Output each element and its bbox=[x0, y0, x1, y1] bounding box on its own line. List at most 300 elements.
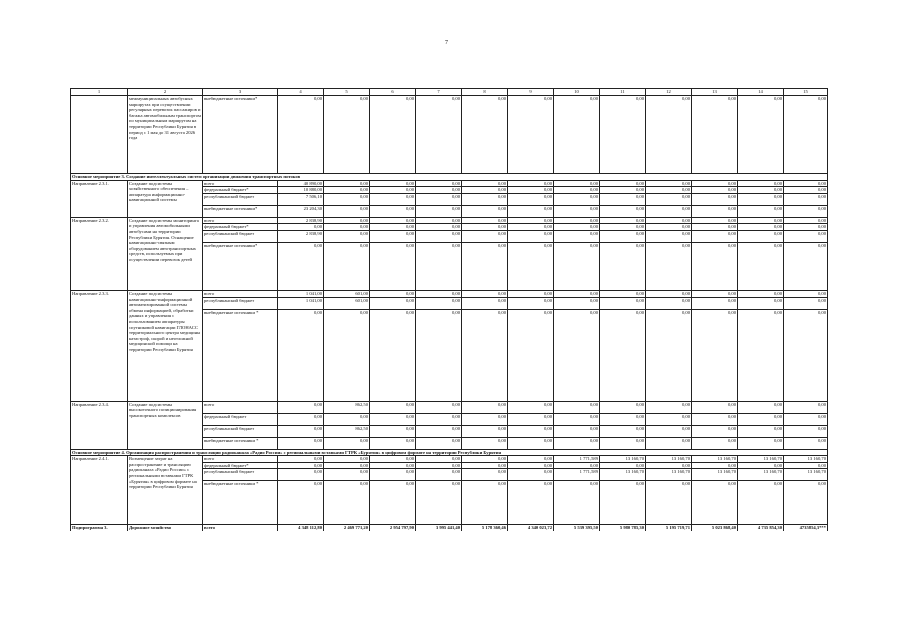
amount-cell: 0,00 bbox=[784, 187, 828, 194]
amount-cell: 0,00 bbox=[600, 193, 646, 205]
funding-source-cell: федеральный бюджет* bbox=[203, 187, 278, 194]
amount-cell: 0,00 bbox=[784, 217, 828, 224]
amount-cell: 0,00 bbox=[692, 437, 738, 449]
amount-cell: 0,00 bbox=[370, 230, 416, 242]
amount-cell: 0,00 bbox=[324, 180, 370, 187]
column-number-header: 11 bbox=[600, 89, 646, 96]
amount-cell: 0,00 bbox=[554, 413, 600, 425]
column-number-header: 12 bbox=[646, 89, 692, 96]
amount-cell: 2 954 797,90 bbox=[370, 525, 416, 531]
amount-cell: 0,00 bbox=[508, 224, 554, 231]
column-number-header: 4 bbox=[278, 89, 324, 96]
amount-cell: 0,00 bbox=[508, 469, 554, 481]
amount-cell: 0,00 bbox=[738, 401, 784, 413]
amount-cell: 0,00 bbox=[278, 469, 324, 481]
column-number-header: 5 bbox=[324, 89, 370, 96]
subprogram-code-cell: Подпрограмма 3. bbox=[71, 525, 128, 531]
amount-cell: 0,00 bbox=[738, 193, 784, 205]
amount-cell: 0,00 bbox=[600, 180, 646, 187]
amount-cell: 13 160,70 bbox=[646, 469, 692, 481]
amount-cell: 0,00 bbox=[646, 481, 692, 525]
amount-cell: 0,00 bbox=[784, 193, 828, 205]
direction-description-cell: Создание подсистемы навигационно-информационной автоматизированной системы обмена информацией, обработки данных и управления с использованием аппаратуры спутниковой навигации ГЛОНАСС территориального центра медицины катастроф, скорой и неотложной медицинской помощи на территории Республики Бурятия bbox=[128, 290, 203, 401]
amount-cell: 13 160,70 bbox=[784, 469, 828, 481]
amount-cell: 0,00 bbox=[600, 242, 646, 290]
amount-cell: 0,00 bbox=[508, 205, 554, 217]
subprogram-name-cell: Дорожное хозяйство bbox=[128, 525, 203, 531]
amount-cell: 0,00 bbox=[416, 413, 462, 425]
funding-source-cell: федеральный бюджет* bbox=[203, 462, 278, 469]
amount-cell: 0,00 bbox=[462, 205, 508, 217]
amount-cell: 0,00 bbox=[554, 309, 600, 401]
budget-table bbox=[70, 88, 828, 531]
column-number-header: 10 bbox=[554, 89, 600, 96]
amount-cell: 13 160,70 bbox=[738, 456, 784, 463]
amount-cell: 0,00 bbox=[784, 230, 828, 242]
amount-cell: 0,00 bbox=[370, 224, 416, 231]
amount-cell: 0,00 bbox=[416, 437, 462, 449]
amount-cell: 0,00 bbox=[278, 425, 324, 437]
amount-cell: 0,00 bbox=[370, 96, 416, 174]
funding-source-cell: всего bbox=[203, 180, 278, 187]
amount-cell: 862,50 bbox=[324, 401, 370, 413]
amount-cell: 0,00 bbox=[784, 290, 828, 297]
amount-cell: 0,00 bbox=[508, 309, 554, 401]
funding-source-cell: федеральный бюджет* bbox=[203, 224, 278, 231]
amount-cell: 0,00 bbox=[462, 425, 508, 437]
amount-cell: 0,00 bbox=[508, 462, 554, 469]
amount-cell: 0,00 bbox=[784, 205, 828, 217]
amount-cell: 0,00 bbox=[508, 230, 554, 242]
amount-cell: 0,00 bbox=[462, 217, 508, 224]
amount-cell: 0,00 bbox=[278, 456, 324, 463]
amount-cell: 0,00 bbox=[646, 309, 692, 401]
amount-cell: 0,00 bbox=[370, 193, 416, 205]
amount-cell: 0,00 bbox=[692, 425, 738, 437]
amount-cell: 0,00 bbox=[738, 297, 784, 309]
amount-cell: 0,00 bbox=[508, 456, 554, 463]
amount-cell: 0,00 bbox=[692, 401, 738, 413]
amount-cell: 0,00 bbox=[646, 96, 692, 174]
amount-cell: 0,00 bbox=[370, 242, 416, 290]
amount-cell: 0,00 bbox=[508, 297, 554, 309]
amount-cell: 0,00 bbox=[370, 205, 416, 217]
amount-cell: 13 160,70 bbox=[646, 456, 692, 463]
amount-cell: 0,00 bbox=[370, 456, 416, 463]
amount-cell: 0,00 bbox=[416, 401, 462, 413]
amount-cell: 2 838,90 bbox=[278, 217, 324, 224]
amount-cell: 0,00 bbox=[646, 217, 692, 224]
section-row bbox=[71, 449, 828, 456]
column-number-header: 2 bbox=[128, 89, 203, 96]
amount-cell: 0,00 bbox=[738, 205, 784, 217]
amount-cell: 0,00 bbox=[370, 290, 416, 297]
column-number-header: 7 bbox=[416, 89, 462, 96]
table-row bbox=[71, 401, 828, 413]
amount-cell: 0,00 bbox=[370, 425, 416, 437]
amount-cell: 0,00 bbox=[646, 462, 692, 469]
column-number-header: 14 bbox=[738, 89, 784, 96]
direction-description-cell: Создание подсистемы высокоточного позиционирования транспортных комплексов bbox=[128, 401, 203, 449]
direction-code-cell bbox=[71, 96, 128, 174]
amount-cell: 0,00 bbox=[416, 242, 462, 290]
amount-cell: 0,00 bbox=[370, 297, 416, 309]
direction-code-cell: Направление 2.3.1. bbox=[71, 180, 128, 217]
amount-cell: 0,00 bbox=[370, 187, 416, 194]
amount-cell: 0,00 bbox=[646, 230, 692, 242]
amount-cell: 0,00 bbox=[462, 187, 508, 194]
amount-cell: 0,00 bbox=[462, 242, 508, 290]
amount-cell: 0,00 bbox=[784, 413, 828, 425]
amount-cell: 0,00 bbox=[646, 242, 692, 290]
amount-cell: 0,00 bbox=[554, 242, 600, 290]
amount-cell: 0,00 bbox=[600, 437, 646, 449]
amount-cell: 0,00 bbox=[416, 462, 462, 469]
amount-cell: 0,00 bbox=[278, 309, 324, 401]
amount-cell: 0,00 bbox=[370, 462, 416, 469]
amount-cell: 0,00 bbox=[416, 187, 462, 194]
amount-cell: 0,00 bbox=[508, 187, 554, 194]
amount-cell: 0,00 bbox=[738, 413, 784, 425]
amount-cell: 0,00 bbox=[324, 224, 370, 231]
funding-source-cell: всего bbox=[203, 217, 278, 224]
amount-cell: 0,00 bbox=[600, 96, 646, 174]
amount-cell: 862,50 bbox=[324, 425, 370, 437]
amount-cell: 5 195 719,71 bbox=[646, 525, 692, 531]
amount-cell: 0,00 bbox=[508, 413, 554, 425]
amount-cell: 0,00 bbox=[600, 224, 646, 231]
amount-cell: 0,00 bbox=[508, 193, 554, 205]
amount-cell: 0,00 bbox=[416, 309, 462, 401]
amount-cell: 0,00 bbox=[324, 205, 370, 217]
amount-cell: 0,00 bbox=[784, 425, 828, 437]
amount-cell: 0,00 bbox=[600, 297, 646, 309]
amount-cell: 0,00 bbox=[692, 290, 738, 297]
funding-source-cell: всего bbox=[203, 401, 278, 413]
amount-cell: 0,00 bbox=[738, 242, 784, 290]
amount-cell: 13 160,70 bbox=[692, 469, 738, 481]
amount-cell: 0,00 bbox=[738, 290, 784, 297]
amount-cell: 0,00 bbox=[416, 481, 462, 525]
amount-cell: 0,00 bbox=[370, 180, 416, 187]
amount-cell: 0,00 bbox=[554, 205, 600, 217]
amount-cell: 0,00 bbox=[508, 242, 554, 290]
amount-cell: 0,00 bbox=[646, 437, 692, 449]
amount-cell: 0,00 bbox=[738, 96, 784, 174]
direction-code-cell: Направление 2.3.4. bbox=[71, 401, 128, 449]
amount-cell: 0,00 bbox=[646, 401, 692, 413]
amount-cell: 13 160,70 bbox=[600, 456, 646, 463]
funding-source-cell: республиканский бюджет bbox=[203, 297, 278, 309]
amount-cell: 10 880,00 bbox=[278, 187, 324, 194]
direction-code-cell: Направление 2.3.3. bbox=[71, 290, 128, 401]
amount-cell: 1 771,589 bbox=[554, 469, 600, 481]
amount-cell: 0,00 bbox=[738, 425, 784, 437]
amount-cell: 0,00 bbox=[692, 309, 738, 401]
amount-cell: 0,00 bbox=[278, 242, 324, 290]
amount-cell: 0,00 bbox=[462, 469, 508, 481]
amount-cell: 0,00 bbox=[508, 425, 554, 437]
amount-cell: 0,00 bbox=[784, 224, 828, 231]
direction-description-cell: Создание подсистемы хозяйственного обеспечения – аппаратура информационно-навигационной системы bbox=[128, 180, 203, 217]
section-heading: Основное мероприятие 3. Создание интеллектуальных систем организации движения транспортных потоков bbox=[71, 174, 828, 181]
funding-source-cell: внебюджетные источники * bbox=[203, 437, 278, 449]
table-row bbox=[71, 456, 828, 463]
amount-cell: 0,00 bbox=[692, 297, 738, 309]
column-number-header: 1 bbox=[71, 89, 128, 96]
amount-cell: 0,00 bbox=[462, 462, 508, 469]
amount-cell: 4 735 854,30 bbox=[738, 525, 784, 531]
direction-code-cell: Направление 2.4.1. bbox=[71, 456, 128, 525]
amount-cell: 0,00 bbox=[646, 224, 692, 231]
amount-cell: 0,00 bbox=[692, 481, 738, 525]
amount-cell: 0,00 bbox=[692, 413, 738, 425]
amount-cell: 13 160,70 bbox=[738, 469, 784, 481]
funding-source-cell: республиканский бюджет bbox=[203, 193, 278, 205]
amount-cell: 0,00 bbox=[692, 230, 738, 242]
amount-cell: 0,00 bbox=[646, 290, 692, 297]
amount-cell: 0,00 bbox=[554, 437, 600, 449]
amount-cell: 0,00 bbox=[324, 437, 370, 449]
amount-cell: 0,00 bbox=[416, 193, 462, 205]
amount-cell: 0,00 bbox=[692, 242, 738, 290]
amount-cell: 0,00 bbox=[554, 297, 600, 309]
amount-cell: 0,00 bbox=[278, 224, 324, 231]
amount-cell: 0,00 bbox=[646, 297, 692, 309]
amount-cell: 0,00 bbox=[324, 413, 370, 425]
amount-cell: 0,00 bbox=[462, 96, 508, 174]
direction-description-cell: межмуниципальных автобусных маршрутах при осуществлении регулярных перевозок пассажиров и багажа автомобильным транспортом по муниципальным маршрутам на территории Республики Бурятия в период с 1 мая до 31 августа 2026 года bbox=[128, 96, 203, 174]
amount-cell: 0,00 bbox=[784, 96, 828, 174]
amount-cell: 0,00 bbox=[646, 180, 692, 187]
amount-cell: 0,00 bbox=[416, 205, 462, 217]
amount-cell: 0,00 bbox=[738, 230, 784, 242]
amount-cell: 0,00 bbox=[554, 217, 600, 224]
amount-cell: 0,00 bbox=[278, 481, 324, 525]
funding-source-cell: внебюджетные источники * bbox=[203, 481, 278, 525]
amount-cell: 0,00 bbox=[462, 456, 508, 463]
amount-cell: 0,00 bbox=[600, 425, 646, 437]
amount-cell: 0,00 bbox=[370, 413, 416, 425]
amount-cell: 0,00 bbox=[554, 290, 600, 297]
amount-cell: 0,00 bbox=[784, 401, 828, 413]
amount-cell: 0,00 bbox=[554, 187, 600, 194]
amount-cell: 0,00 bbox=[784, 180, 828, 187]
amount-cell: 0,00 bbox=[554, 180, 600, 187]
amount-cell: 0,00 bbox=[462, 224, 508, 231]
amount-cell: 0,00 bbox=[784, 309, 828, 401]
amount-cell: 0,00 bbox=[784, 437, 828, 449]
amount-cell: 0,00 bbox=[324, 217, 370, 224]
amount-cell: 0,00 bbox=[600, 290, 646, 297]
amount-cell: 0,00 bbox=[416, 469, 462, 481]
amount-cell: 0,00 bbox=[508, 437, 554, 449]
amount-cell: 0,00 bbox=[600, 413, 646, 425]
amount-cell: 0,00 bbox=[646, 193, 692, 205]
amount-cell: 0,00 bbox=[278, 96, 324, 174]
amount-cell: 0,00 bbox=[784, 481, 828, 525]
table-row bbox=[71, 217, 828, 224]
amount-cell: 601,00 bbox=[324, 297, 370, 309]
amount-cell: 0,00 bbox=[324, 456, 370, 463]
amount-cell: 0,00 bbox=[738, 309, 784, 401]
amount-cell: 0,00 bbox=[416, 297, 462, 309]
amount-cell: 0,00 bbox=[784, 242, 828, 290]
amount-cell: 0,00 bbox=[692, 462, 738, 469]
amount-cell: 1 041,00 bbox=[278, 297, 324, 309]
page-number: 7 bbox=[445, 40, 448, 46]
amount-cell: 0,00 bbox=[416, 180, 462, 187]
amount-cell: 0,00 bbox=[692, 180, 738, 187]
funding-source-cell: внебюджетные источники * bbox=[203, 309, 278, 401]
table-row bbox=[71, 96, 828, 174]
funding-source-cell: всего bbox=[203, 456, 278, 463]
amount-cell: 0,00 bbox=[600, 309, 646, 401]
amount-cell: 0,00 bbox=[784, 297, 828, 309]
amount-cell: 0,00 bbox=[462, 309, 508, 401]
amount-cell: 0,00 bbox=[600, 230, 646, 242]
amount-cell: 0,00 bbox=[324, 193, 370, 205]
total-row bbox=[71, 525, 828, 531]
column-number-header: 8 bbox=[462, 89, 508, 96]
funding-source-cell: всего bbox=[203, 525, 278, 531]
amount-cell: 0,00 bbox=[554, 193, 600, 205]
table-row bbox=[71, 290, 828, 297]
amount-cell: 0,00 bbox=[600, 401, 646, 413]
amount-cell: 0,00 bbox=[462, 290, 508, 297]
table-row bbox=[71, 180, 828, 187]
amount-cell: 0,00 bbox=[600, 217, 646, 224]
header-row bbox=[71, 89, 828, 96]
amount-cell: 0,00 bbox=[692, 224, 738, 231]
amount-cell: 0,00 bbox=[370, 469, 416, 481]
amount-cell: 0,00 bbox=[554, 425, 600, 437]
amount-cell: 0,00 bbox=[324, 309, 370, 401]
amount-cell: 7 506,10 bbox=[278, 193, 324, 205]
funding-source-cell: внебюджетные источники* bbox=[203, 96, 278, 174]
amount-cell: 0,00 bbox=[508, 290, 554, 297]
funding-source-cell: внебюджетные источники* bbox=[203, 242, 278, 290]
amount-cell: 0,00 bbox=[416, 456, 462, 463]
amount-cell: 0,00 bbox=[508, 96, 554, 174]
amount-cell: 0,00 bbox=[370, 309, 416, 401]
amount-cell: 0,00 bbox=[416, 290, 462, 297]
amount-cell: 0,00 bbox=[692, 217, 738, 224]
amount-cell: 0,00 bbox=[554, 481, 600, 525]
amount-cell: 0,00 bbox=[324, 96, 370, 174]
amount-cell: 0,00 bbox=[646, 187, 692, 194]
amount-cell: 0,00 bbox=[646, 425, 692, 437]
section-row bbox=[71, 174, 828, 181]
amount-cell: 0,00 bbox=[370, 217, 416, 224]
amount-cell: 0,00 bbox=[324, 481, 370, 525]
column-number-header: 13 bbox=[692, 89, 738, 96]
amount-cell: 0,00 bbox=[600, 481, 646, 525]
amount-cell: 0,00 bbox=[416, 96, 462, 174]
amount-cell: 5 178 360,46 bbox=[462, 525, 508, 531]
amount-cell: 0,00 bbox=[738, 224, 784, 231]
amount-cell: 0,00 bbox=[600, 187, 646, 194]
amount-cell: 0,00 bbox=[738, 462, 784, 469]
amount-cell: 0,00 bbox=[324, 187, 370, 194]
amount-cell: 0,00 bbox=[554, 401, 600, 413]
amount-cell: 0,00 bbox=[370, 401, 416, 413]
amount-cell: 23 204,30 bbox=[278, 205, 324, 217]
amount-cell: 0,00 bbox=[462, 230, 508, 242]
amount-cell: 0,00 bbox=[738, 217, 784, 224]
amount-cell: 0,00 bbox=[278, 401, 324, 413]
amount-cell: 0,00 bbox=[508, 180, 554, 187]
amount-cell: 0,00 bbox=[278, 462, 324, 469]
funding-source-cell: всего bbox=[203, 290, 278, 297]
amount-cell: 0,00 bbox=[738, 437, 784, 449]
amount-cell: 2 469 771,20 bbox=[324, 525, 370, 531]
amount-cell: 0,00 bbox=[462, 297, 508, 309]
amount-cell: 0,00 bbox=[738, 180, 784, 187]
column-number-header: 9 bbox=[508, 89, 554, 96]
funding-source-cell: республиканский бюджет bbox=[203, 469, 278, 481]
amount-cell: 2 838,90 bbox=[278, 230, 324, 242]
amount-cell: 0,00 bbox=[370, 437, 416, 449]
funding-source-cell: федеральный бюджет bbox=[203, 413, 278, 425]
funding-source-cell: внебюджетные источники* bbox=[203, 205, 278, 217]
amount-cell: 0,00 bbox=[278, 437, 324, 449]
amount-cell: 0,00 bbox=[692, 187, 738, 194]
amount-cell: 0,00 bbox=[416, 224, 462, 231]
amount-cell: 0,00 bbox=[784, 462, 828, 469]
amount-cell: 0,00 bbox=[416, 230, 462, 242]
amount-cell: 4 348 112,80 bbox=[278, 525, 324, 531]
amount-cell: 0,00 bbox=[324, 462, 370, 469]
amount-cell: 0,00 bbox=[324, 242, 370, 290]
amount-cell: 13 160,70 bbox=[600, 469, 646, 481]
amount-cell: 601,00 bbox=[324, 290, 370, 297]
table-body bbox=[71, 89, 828, 531]
amount-cell: 13 160,70 bbox=[692, 456, 738, 463]
amount-cell: 0,00 bbox=[646, 413, 692, 425]
direction-description-cell: Возмещение затрат на распространение и трансляцию радиоканала «Радио России» с региональными вставками ГТРК «Бурятия» в цифровом формате на территории Республики Бурятия bbox=[128, 456, 203, 525]
amount-cell: 0,00 bbox=[416, 217, 462, 224]
amount-cell: 0,00 bbox=[462, 401, 508, 413]
amount-cell: 0,00 bbox=[462, 180, 508, 187]
amount-cell: 4 340 023,72 bbox=[508, 525, 554, 531]
amount-cell: 1 771,589 bbox=[554, 456, 600, 463]
amount-cell: 0,00 bbox=[278, 413, 324, 425]
amount-cell: 0,00 bbox=[600, 462, 646, 469]
column-number-header: 15 bbox=[784, 89, 828, 96]
amount-cell: 0,00 bbox=[738, 187, 784, 194]
column-number-header: 3 bbox=[203, 89, 278, 96]
direction-description-cell: Создание подсистемы мониторинга и управления автомобильными автобусами на территории Республики Бурятия. Оснащение навигационно-связным оборудованием автотранспортных средств, используемых при осуществлении перевозок детей bbox=[128, 217, 203, 290]
amount-cell: 0,00 bbox=[692, 193, 738, 205]
amount-cell: 0,00 bbox=[462, 437, 508, 449]
amount-cell: 0,00 bbox=[508, 401, 554, 413]
amount-cell: 0,00 bbox=[508, 481, 554, 525]
amount-cell: 0,00 bbox=[600, 205, 646, 217]
amount-cell: 4735854,3*** bbox=[784, 525, 828, 531]
amount-cell: 0,00 bbox=[508, 217, 554, 224]
amount-cell: 0,00 bbox=[554, 462, 600, 469]
amount-cell: 5 023 868,40 bbox=[692, 525, 738, 531]
amount-cell: 0,00 bbox=[462, 193, 508, 205]
amount-cell: 0,00 bbox=[324, 230, 370, 242]
amount-cell: 1 041,00 bbox=[278, 290, 324, 297]
amount-cell: 0,00 bbox=[416, 425, 462, 437]
amount-cell: 13 160,70 bbox=[784, 456, 828, 463]
funding-source-cell: республиканский бюджет bbox=[203, 230, 278, 242]
amount-cell: 0,00 bbox=[462, 481, 508, 525]
amount-cell: 0,00 bbox=[692, 96, 738, 174]
